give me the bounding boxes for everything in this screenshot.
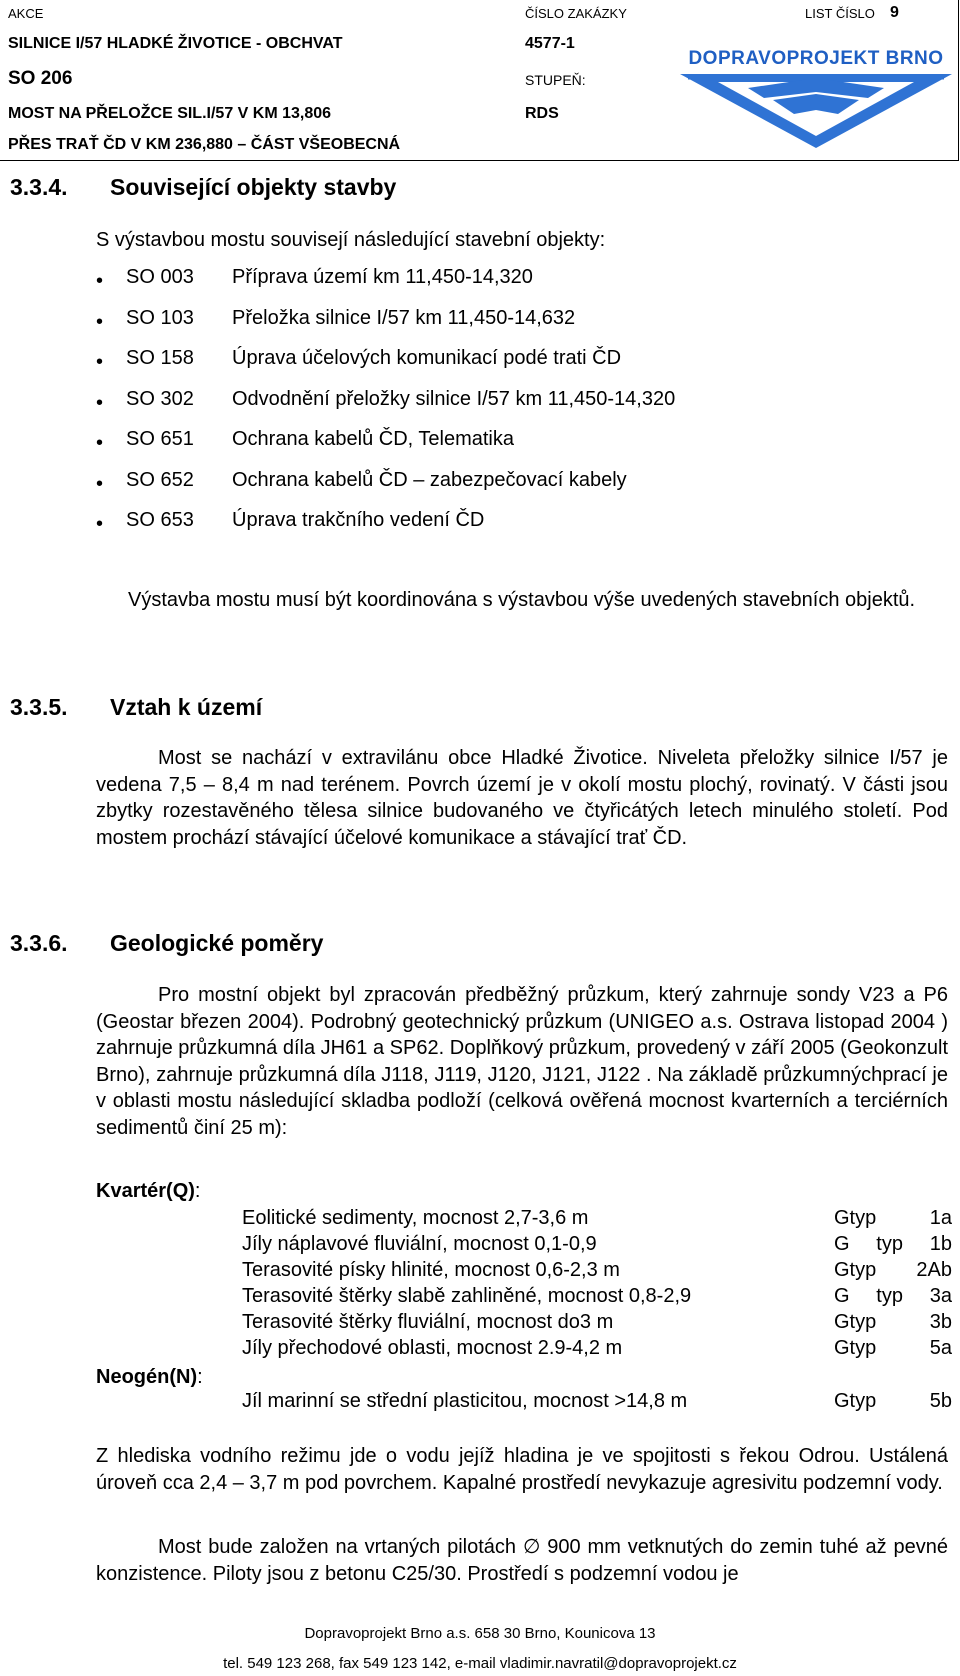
object-code: SO 302 bbox=[126, 387, 194, 410]
bullet-icon: • bbox=[96, 432, 104, 454]
object-name-line1: MOST NA PŘELOŽCE SIL.I/57 V KM 13,806 bbox=[8, 105, 332, 122]
section-number: 3.3.5. bbox=[10, 694, 68, 720]
list-item bbox=[96, 428, 896, 469]
layer-class: Gtyp 5a bbox=[834, 1337, 952, 1359]
soil-layers-table bbox=[242, 1207, 952, 1416]
list-item bbox=[96, 509, 896, 550]
object-code: SO 651 bbox=[126, 428, 194, 450]
section-title: Vztah k území bbox=[110, 694, 263, 720]
quaternary-label-text: Kvartér(Q) bbox=[96, 1180, 195, 1202]
table-row bbox=[242, 1207, 952, 1233]
layer-description: Terasovité štěrky slabě zahliněné, mocnost 0,8-2,9 bbox=[242, 1285, 692, 1307]
section-heading-334 bbox=[10, 174, 396, 201]
bullet-icon: • bbox=[96, 472, 104, 495]
quaternary-label bbox=[96, 1180, 200, 1203]
object-code: SO 652 bbox=[126, 468, 194, 491]
section-title: Geologické poměry bbox=[110, 930, 324, 956]
bullet-icon: • bbox=[96, 270, 104, 292]
list-item bbox=[96, 347, 896, 388]
object-code: SO 103 bbox=[126, 306, 194, 329]
layer-class: G typ 1b bbox=[834, 1233, 952, 1255]
table-row bbox=[242, 1311, 952, 1337]
bullet-icon: • bbox=[96, 513, 104, 535]
sheet-number: 9 bbox=[890, 4, 899, 21]
bullet-icon: • bbox=[96, 351, 104, 373]
object-description: Úprava trakčního vedení ČD bbox=[232, 509, 485, 531]
object-code: SO 158 bbox=[126, 347, 194, 369]
section-number: 3.3.6. bbox=[10, 930, 68, 956]
table-row bbox=[242, 1337, 952, 1363]
logo-text: DOPRAVOPROJEKT BRNO bbox=[688, 48, 944, 69]
coordination-note: Výstavba mostu musí být koordinována s výstavbou výše uvedených stavebních objektů. bbox=[128, 589, 916, 611]
section-title: Související objekty stavby bbox=[110, 174, 397, 200]
layer-class: Gtyp 2Ab bbox=[834, 1259, 952, 1281]
table-row bbox=[242, 1390, 952, 1416]
layer-description: Jíl marinní se střední plasticitou, mocnost >14,8 m bbox=[242, 1390, 688, 1412]
table-row bbox=[242, 1285, 952, 1311]
bullet-icon: • bbox=[96, 310, 104, 333]
stage-label: STUPEŇ: bbox=[525, 72, 586, 88]
object-name-line2: PŘES TRAŤ ČD V KM 236,880 – ČÁST VŠEOBECNÁ bbox=[8, 136, 401, 153]
document-header bbox=[0, 0, 959, 161]
layer-description: Eolitické sedimenty, mocnost 2,7-3,6 m bbox=[242, 1207, 589, 1229]
groundwater-paragraph: Z hlediska vodního režimu jde o vodu jejíž hladina je ve spojitosti s řekou Odrou. Ustálená úroveň cca 2,4 – 3,7 m pod povrchem. Kapalné prostředí nevykazuje agresivitu podzemní vody. bbox=[96, 1445, 948, 1494]
object-description: Přeložka silnice I/57 km 11,450-14,632 bbox=[232, 306, 576, 329]
layer-class: Gtyp 3b bbox=[834, 1311, 952, 1333]
layer-class: G typ 3a bbox=[834, 1285, 952, 1307]
list-item bbox=[96, 266, 896, 307]
layer-description: Jíly přechodové oblasti, mocnost 2.9-4,2 m bbox=[242, 1337, 623, 1359]
bullet-icon: • bbox=[96, 391, 104, 414]
neogene-label bbox=[96, 1366, 203, 1389]
list-item bbox=[96, 388, 896, 429]
foundation-paragraph: Most bude založen na vrtaných pilotách ∅ 900 mm vetknutých do zemin tuhé až pevné konzistence. Piloty jsou z betonu C25/30. Prostředí s podzemní vodou je bbox=[96, 1536, 948, 1585]
object-description: Ochrana kabelů ČD, Telematika bbox=[232, 428, 514, 450]
order-value: 4577-1 bbox=[525, 35, 575, 52]
list-item bbox=[96, 307, 896, 348]
layer-description: Terasovité písky hlinité, mocnost 0,6-2,3 m bbox=[242, 1259, 620, 1281]
colon: : bbox=[194, 1180, 201, 1202]
sheet-label: LIST ČÍSLO bbox=[805, 6, 875, 21]
territory-paragraph: Most se nachází v extravilánu obce Hladké Životice. Niveleta přeložky silnice I/57 je vedena 7,5 – 8,4 m nad terénem. Povrch území je v okolí mostu plochý, rovinatý. V části jsou zbytky rozestavěného tělesa silnice budovaného ve čtyřicátých letech minulého století. Pod mostem prochází stávající účelové komunikace a stávající trať ČD. bbox=[96, 747, 948, 849]
section-number: 3.3.4. bbox=[10, 174, 68, 200]
object-code: SO 653 bbox=[126, 509, 194, 531]
table-row bbox=[242, 1233, 952, 1259]
akce-label: AKCE bbox=[8, 6, 44, 21]
geology-paragraph: Pro mostní objekt byl zpracován předběžný průzkum, který zahrnuje sondy V23 a P6 (Geostar březen 2004). Podrobný geotechnický průzkum (UNIGEO a.s. Ostrava listopad 2004 ) zahrnuje průzkumná díla JH61 a SP62. Doplňkový průzkum, provedený v září 2005 (Geokonzult Brno), zahrnuje průzkumná díla J118, J119, J120, J121, J122 . Na základě průzkumnýchprací je v oblasti mostu následující skladba podloží (celková ověřená mocnost kvarterních a terciérních sedimentů činí 25 m): bbox=[96, 984, 948, 1139]
section-intro: S výstavbou mostu souvisejí následující stavební objekty: bbox=[96, 229, 606, 251]
so-code: SO 206 bbox=[8, 68, 73, 89]
layer-class: Gtyp 1a bbox=[834, 1207, 952, 1229]
layer-description: Jíly náplavové fluviální, mocnost 0,1-0,9 bbox=[242, 1233, 597, 1255]
section-heading-335 bbox=[10, 694, 262, 721]
stage-value: RDS bbox=[525, 105, 559, 122]
colon: : bbox=[197, 1366, 203, 1388]
neogene-label-text: Neogén(N) bbox=[96, 1366, 198, 1388]
company-logo bbox=[678, 48, 954, 153]
layer-description: Terasovité štěrky fluviální, mocnost do3 m bbox=[242, 1311, 614, 1333]
project-name: SILNICE I/57 HLADKÉ ŽIVOTICE - OBCHVAT bbox=[8, 35, 343, 52]
object-code: SO 003 bbox=[126, 266, 194, 288]
object-description: Ochrana kabelů ČD – zabezpečovací kabely bbox=[232, 468, 627, 491]
object-description: Odvodnění přeložky silnice I/57 km 11,450-14,320 bbox=[232, 387, 676, 410]
logo-emblem bbox=[678, 48, 954, 153]
spacer-row bbox=[242, 1363, 952, 1390]
layer-class: Gtyp 5b bbox=[834, 1390, 952, 1412]
table-row bbox=[242, 1259, 952, 1285]
related-objects-list bbox=[96, 266, 896, 550]
section-heading-336 bbox=[10, 930, 323, 957]
list-item bbox=[96, 469, 896, 510]
footer-contact: tel. 549 123 268, fax 549 123 142, e-mail vladimir.navratil@dopravoprojekt.cz bbox=[223, 1655, 737, 1672]
footer-address: Dopravoprojekt Brno a.s. 658 30 Brno, Kounicova 13 bbox=[304, 1625, 656, 1642]
order-label: ČÍSLO ZAKÁZKY bbox=[525, 6, 627, 21]
object-description: Příprava území km 11,450-14,320 bbox=[232, 266, 533, 288]
object-description: Úprava účelových komunikací podé trati ČD bbox=[232, 347, 622, 369]
